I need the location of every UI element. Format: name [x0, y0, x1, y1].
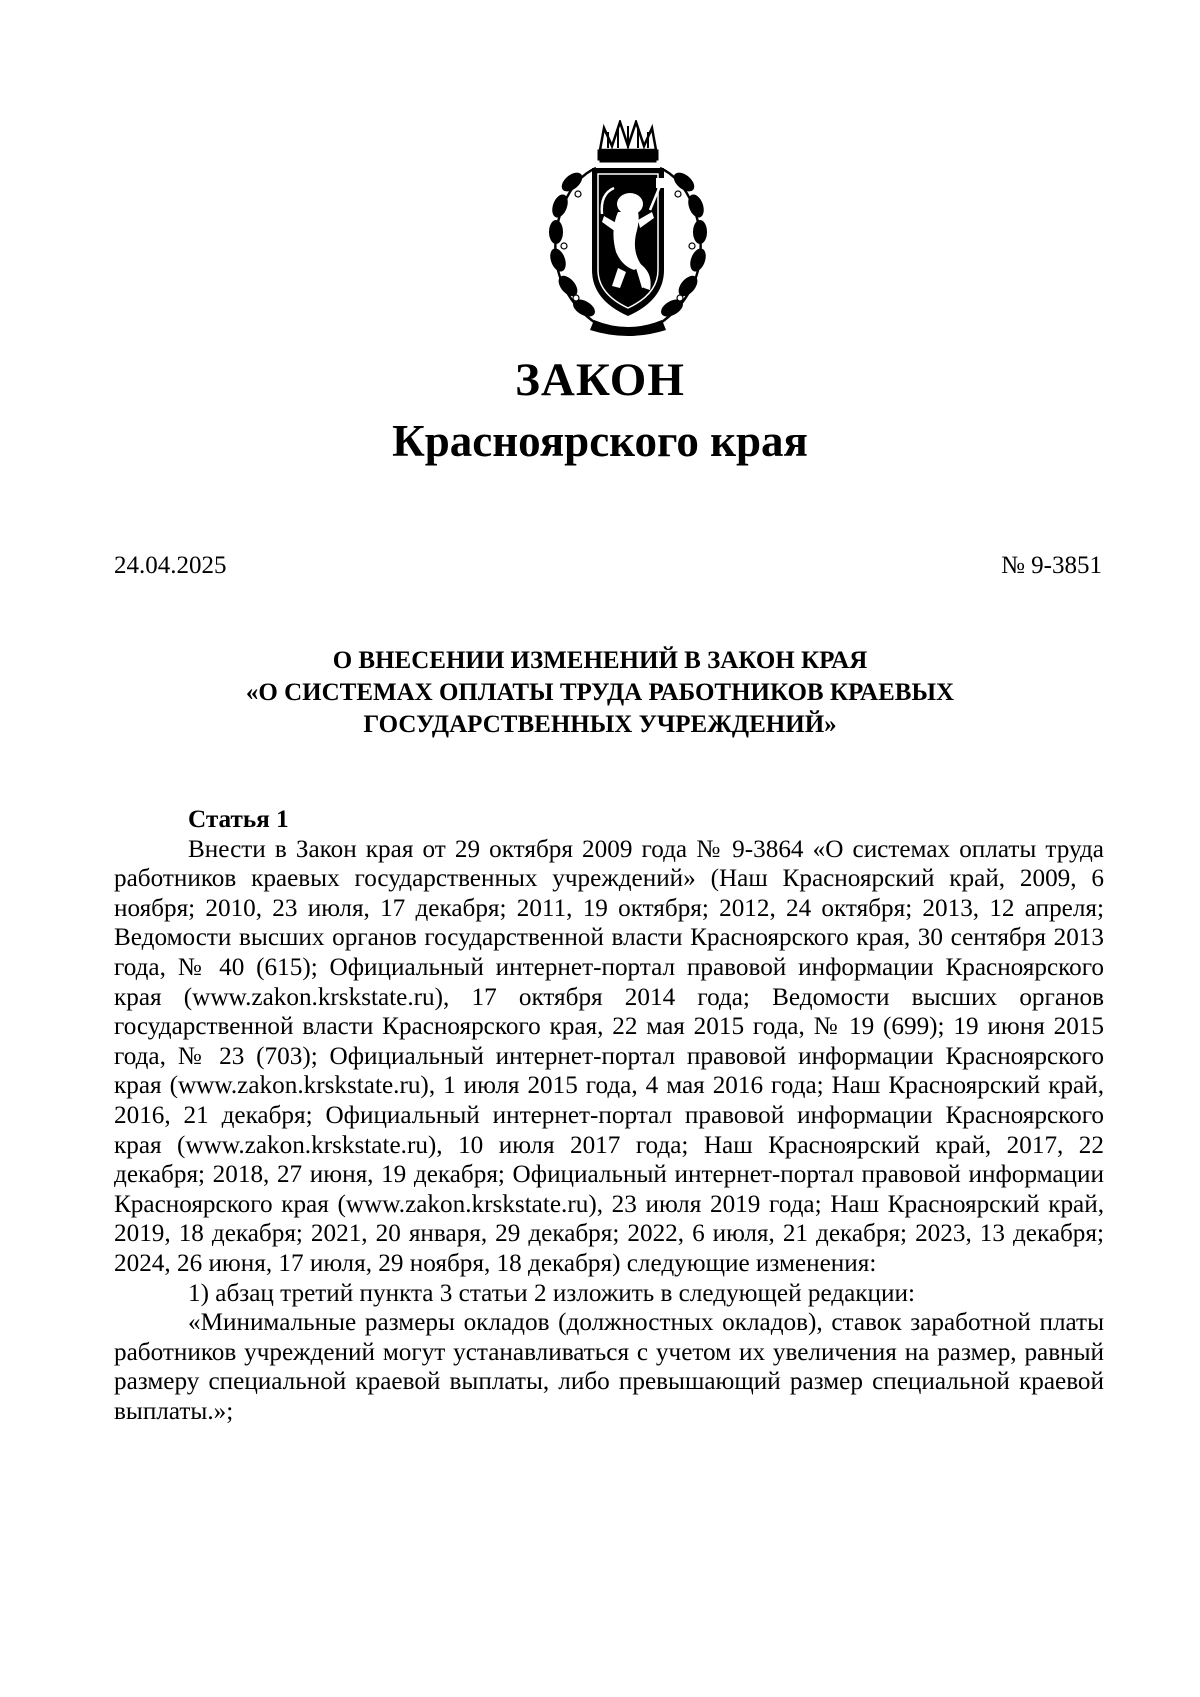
krasnoyarsk-coat-of-arms-icon — [538, 120, 718, 338]
article-paragraph: 1) абзац третий пункта 3 статьи 2 изложить в следующей редакции: — [188, 1279, 915, 1307]
law-heading — [150, 645, 1050, 741]
article-title: Статья 1 — [188, 806, 289, 833]
law-heading-line: «О СИСТЕМАХ ОПЛАТЫ ТРУДА РАБОТНИКОВ КРАЕВЫХ — [245, 679, 955, 706]
document-title: ЗАКОН — [515, 354, 685, 406]
article-paragraph: «Минимальные размеры окладов (должностных окладов), ставок заработной платы работников учреждений могут устанавливаться с учетом их увеличения на размер, равный размеру специальной краевой выплаты, либо превышающий размер специальной краевой выплаты.»; — [114, 1309, 1104, 1425]
article-body — [114, 805, 1104, 1426]
law-number: № 9-3851 — [1001, 552, 1102, 579]
article-paragraph: Внести в Закон края от 29 октября 2009 года № 9-3864 «О системах оплаты труда работников краевых государственных учреждений» (Наш Красноярский край, 2009, 6 ноября; 2010, 23 июля, 17 декабря; 2011, 19 октября; 2012, 24 октября; 2013, 12 апреля; Ведомости высших органов государственной власти Красноярского края, 30 сентября 2013 года, № 40 (615); Официальный интернет-портал правовой информации Красноярского края (www.zakon.krskstate.ru), 17 октября 2014 года; Ведомости высших органов государственной власти Красноярского края, 22 мая 2015 года, № 19 (699); 19 июня 2015 года, № 23 (703); Официальный интернет-портал правовой информации Красноярского края (www.zakon.krskstate.ru), 1 июля 2015 года, 4 мая 2016 года; Наш Красноярский край, 2016, 21 декабря; Официальный интернет-портал правовой информации Красноярского края (www.zakon.krskstate.ru), 10 июля 2017 года; Наш Красноярский край, 2017, 22 декабря; 2018, 27 июня, 19 декабря; Официальный интернет-портал правовой информации Красноярского края (www.zakon.krskstate.ru), 23 июля 2019 года; Наш Красноярский край, 2019, 18 декабря; 2021, 20 января, 29 декабря; 2022, 6 июля, 21 декабря; 2023, 13 декабря; 2024, 26 июня, 17 июля, 29 ноября, 18 декабря) следующие изменения: — [114, 835, 1104, 1277]
law-heading-line: ГОСУДАРСТВЕННЫХ УЧРЕЖДЕНИЙ» — [363, 711, 837, 738]
law-heading-line: О ВНЕСЕНИИ ИЗМЕНЕНИЙ В ЗАКОН КРАЯ — [332, 647, 868, 674]
document-subtitle: Красноярского края — [392, 416, 808, 466]
law-date: 24.04.2025 — [114, 552, 227, 579]
